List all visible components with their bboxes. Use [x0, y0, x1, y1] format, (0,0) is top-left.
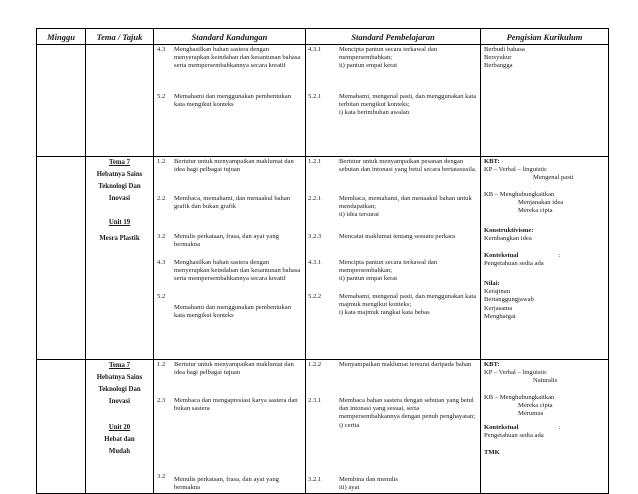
- pk-cell: [481, 360, 609, 494]
- lesson-plan-table: [36, 28, 609, 494]
- kbt-label: KBT:: [484, 361, 500, 368]
- sp-cell: [306, 45, 481, 157]
- kontekstual-label: Kontekstual: [484, 424, 519, 432]
- sp-number: 2.3.1: [308, 397, 322, 404]
- sk-text: Membaca, memahami, dan menaakul bahan grafik dan bukan grafik: [174, 195, 291, 211]
- nilai-item: Menghargai: [484, 312, 516, 320]
- header-pengisian-kurikulum: Pengisian Kurikulum: [481, 29, 609, 45]
- kontekstual-colon: :: [558, 424, 561, 432]
- nilai-item: Berbudi bahasa: [484, 46, 525, 53]
- sk-number: 2.2: [157, 195, 166, 202]
- minggu-cell: [37, 360, 86, 494]
- nilai-item: Kerjasama: [484, 304, 513, 312]
- table-row: [37, 360, 609, 494]
- table-row: [37, 45, 609, 157]
- sp-text: Membaca, memahami, dan menaakul bahan untuk mendapatkan; ii) idea tersurat: [339, 195, 472, 219]
- kbt-item: KP – Verbal – linguistic: [484, 166, 548, 174]
- sk-number: 3.2: [157, 473, 166, 480]
- sp-number: 3.2.3: [308, 233, 322, 240]
- kbt-label: KBT:: [484, 158, 500, 165]
- tema-title-line: Hebatnya Sains: [96, 171, 143, 178]
- nilai-item: Bertanggungjawab: [484, 296, 534, 304]
- sp-number: 5.2.1: [308, 93, 322, 100]
- sp-cell: [306, 157, 481, 360]
- header-standard-kandungan: Standard Kandungan: [154, 29, 306, 45]
- sk-text: Menulis perkataan, frasa, dan ayat yang bermakna: [174, 233, 279, 249]
- sp-text: Memahami, mengenal pasti, dan menggunakan kata terbitan mengikut konteks; i) kata berimbuhan awalan: [339, 93, 477, 117]
- sp-number: 4.3.1: [308, 46, 322, 53]
- konstruktivisme-label: Konstruktivisme:: [484, 227, 534, 235]
- sk-text: Menulis perkataan, frasa, dan ayat yang bermakna: [174, 476, 279, 492]
- tema-cell: [86, 360, 154, 494]
- sk-number: 1.2: [157, 361, 166, 368]
- sk-text: Menghasilkan bahan sastera dengan menyerapkan keindahan dan kesantunan bahasa serta mempersembahkannya secara kreatif: [174, 259, 301, 283]
- sk-cell: [154, 45, 306, 157]
- kb-item: KB – Menghubungkaitkan: [484, 190, 555, 198]
- sk-number: 3.2: [157, 233, 166, 240]
- sk-text: Memahami dan menggunakan pembentukan kata mengikut konteks: [174, 93, 292, 109]
- sp-number: 1.2.2: [308, 361, 322, 368]
- tema-label: Tema 7: [108, 159, 131, 166]
- header-row: [37, 29, 609, 45]
- kbt-item: KP – Verbal – linguistic: [484, 369, 548, 377]
- kb-item: Mereka cipta: [518, 401, 553, 409]
- sk-number: 4.3: [157, 259, 166, 266]
- sp-number: 5.2.2: [308, 293, 322, 300]
- sp-number: 2.2.1: [308, 195, 322, 202]
- unit-label: Unit 19: [108, 219, 131, 226]
- tema-title-line: Inovasi: [108, 398, 131, 405]
- header-minggu: Minggu: [37, 29, 86, 45]
- nilai-item: Bersyukur: [484, 54, 512, 62]
- pk-cell: [481, 157, 609, 360]
- tema-title-line: Inovasi: [108, 195, 131, 202]
- sp-text: Bertutur untuk menyampaikan pesanan dengan sebutan dan intonasi yang betul secara bertatasusila.: [339, 158, 477, 174]
- sk-number: 5.2: [157, 293, 166, 300]
- kb-item: Merumus: [518, 410, 544, 418]
- lesson-plan-sheet: [36, 28, 608, 493]
- kontekstual-value: Pengetahuan sedia ada: [484, 432, 544, 440]
- nilai-label: Nilai:: [484, 280, 500, 288]
- unit-label: Unit 20: [108, 424, 131, 431]
- sk-text: Bertutur untuk menyampaikan maklumat dan idea bagi pelbagai tujuan: [174, 158, 294, 174]
- kontekstual-value: Pengetahuan sedia ada: [484, 259, 544, 267]
- kontekstual-label: Kontekstual: [484, 251, 519, 259]
- sk-number: 4.3: [157, 46, 166, 53]
- sk-cell: [154, 360, 306, 494]
- sp-number: 4.3.1: [308, 259, 322, 266]
- sk-number: 5.2: [157, 93, 166, 100]
- tema-title-line: Hebatnya Sains: [96, 374, 143, 381]
- sp-text: Membaca bahan sastera dengan sebutan yang betul dan intonasi yang sesuai, serta mempersembahkannya dengan penuh penghayatan; i) cerita: [339, 397, 476, 429]
- sp-text: Mencipta pantun secara terkawal dan mempersembahkan; ii) pantun empat kerat: [339, 259, 438, 283]
- tema-cell: [86, 45, 154, 157]
- tema-cell: [86, 157, 154, 360]
- konstruktivisme-value: Kembangkan idea: [484, 235, 532, 243]
- sp-cell: [306, 360, 481, 494]
- sk-text: Memahami dan menggunakan pembentukan kata mengikut konteks: [174, 304, 292, 320]
- sk-number: 2.3: [157, 397, 166, 404]
- sk-text: Menghasilkan bahan sastera dengan menyerapkan keindahan dan kesantunan bahasa serta mempersembahkannya secara kreatif: [174, 46, 301, 70]
- minggu-cell: [37, 157, 86, 360]
- nilai-item: Berbangga: [484, 62, 513, 70]
- tmk-label: TMK: [484, 448, 500, 456]
- sk-number: 1.2: [157, 158, 166, 165]
- sp-text: Mencatat maklumat tentang sesuatu perkara: [339, 233, 456, 240]
- kontekstual-colon: :: [558, 251, 561, 259]
- header-tema-tajuk: Tema / Tajuk: [86, 29, 154, 45]
- minggu-cell: [37, 45, 86, 157]
- sp-number: 3.2.1: [308, 476, 322, 483]
- sp-text: Membina dan menulis iii) ayat: [339, 476, 398, 492]
- pk-cell: [481, 45, 609, 157]
- table-row: [37, 157, 609, 360]
- kbt-item: Naturalis: [533, 377, 558, 385]
- sk-cell: [154, 157, 306, 360]
- tema-title-line: Teknologi Dan: [98, 183, 141, 190]
- kbt-item: Mengenal pasti: [533, 174, 574, 182]
- sp-text: Memahami, mengenal pasti, dan menggunakan kata majmuk mengikut konteks; i) kata majmuk rangkai kata bebas: [339, 293, 477, 317]
- sp-text: Menyampaikan maklumat tersurat daripada bahan: [339, 361, 472, 368]
- unit-title-line: Hebat dan: [104, 436, 135, 443]
- tema-label: Tema 7: [108, 362, 131, 369]
- unit-title-line: Mudah: [108, 448, 131, 455]
- tema-title-line: Teknologi Dan: [98, 386, 141, 393]
- kb-item: Mereka cipta: [518, 207, 553, 215]
- header-standard-pembelajaran: Standard Pembelajaran: [306, 29, 481, 45]
- kb-item: Menjanakan idea: [518, 198, 564, 206]
- sk-text: Bertutur untuk menyampaikan maklumat dan idea bagi pelbagai tujuan: [174, 361, 294, 377]
- sp-number: 1.2.1: [308, 158, 322, 165]
- sk-text: Membaca dan mengapresiasi karya sastera dan bukan sastera: [174, 397, 298, 413]
- kb-item: KB – Menghubungkaitkan: [484, 393, 555, 401]
- unit-title: Mesra Plastik: [99, 235, 140, 242]
- nilai-item: Kerajinan: [484, 288, 510, 296]
- sp-text: Mencipta pantun secara terkawal dan mempersembahkan; ii) pantun empat kerat: [339, 46, 438, 70]
